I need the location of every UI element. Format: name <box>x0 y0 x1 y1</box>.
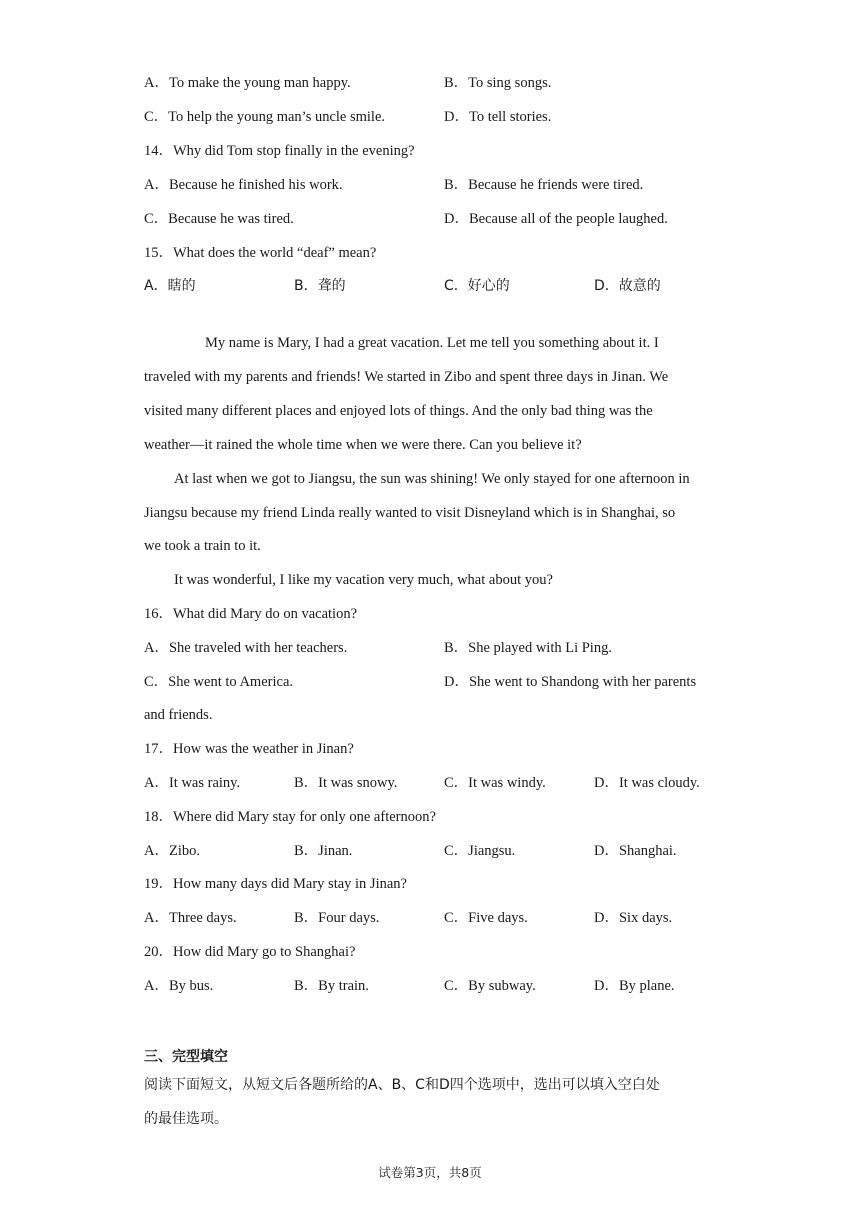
section-instructions-line2: 的最佳选项。 <box>144 1111 228 1127</box>
q18-option-b: B．Jinan. <box>294 843 353 859</box>
q20-option-c: C．By subway. <box>444 978 536 994</box>
q16-option-a: A．She traveled with her teachers. <box>144 640 348 656</box>
q13-option-c: C．To help the young man’s uncle smile. <box>144 109 386 125</box>
passage-p2-line3: we took a train to it. <box>144 538 261 554</box>
q14-option-a: A．Because he finished his work. <box>144 177 343 193</box>
q14-option-b: B．Because he friends were tired. <box>444 177 644 193</box>
q14-option-d: D．Because all of the people laughed. <box>444 211 668 227</box>
section-heading: 三、完型填空 <box>144 1049 228 1065</box>
q17-option-d: D．It was cloudy. <box>594 775 700 791</box>
q14-question: 14．Why did Tom stop finally in the evening? <box>144 143 415 159</box>
q16-question: 16．What did Mary do on vacation? <box>144 606 358 622</box>
q15-option-d: D．故意的 <box>594 278 661 294</box>
q15-option-b: B．聋的 <box>294 278 346 294</box>
page-footer: 试卷第3页，共8页 <box>378 1165 482 1180</box>
q20-option-b: B．By train. <box>294 978 369 994</box>
passage-p3-line1: It was wonderful, I like my vacation very much, what about you? <box>174 572 553 588</box>
passage-p1-line2: traveled with my parents and friends! We started in Zibo and spent three days in Jinan. We <box>144 369 669 385</box>
q18-option-a: A．Zibo. <box>144 843 200 859</box>
q14-option-c: C．Because he was tired. <box>144 211 294 227</box>
q17-option-a: A．It was rainy. <box>144 775 241 791</box>
q16-option-d-continued: and friends. <box>144 707 213 723</box>
passage-p1-line1: My name is Mary, I had a great vacation. Let me tell you something about it. I <box>205 335 659 351</box>
q19-option-b: B．Four days. <box>294 910 380 926</box>
q19-question: 19．How many days did Mary stay in Jinan? <box>144 876 407 892</box>
q13-option-d: D．To tell stories. <box>444 109 552 125</box>
q16-option-b: B．She played with Li Ping. <box>444 640 612 656</box>
passage-p1-line3: visited many different places and enjoyed lots of things. And the only bad thing was the <box>144 403 653 419</box>
q18-option-c: C．Jiangsu. <box>444 843 516 859</box>
passage-p2-line2: Jiangsu because my friend Linda really wanted to visit Disneyland which is in Shanghai, so <box>144 505 676 521</box>
q20-question: 20．How did Mary go to Shanghai? <box>144 944 356 960</box>
q18-question: 18．Where did Mary stay for only one afternoon? <box>144 809 436 825</box>
section-instructions-line1: 阅读下面短文，从短文后各题所给的A、B、C和D四个选项中，选出可以填入空白处 <box>144 1077 660 1093</box>
passage-p1-line4: weather—it rained the whole time when we were there. Can you believe it? <box>144 437 582 453</box>
q15-option-a: A．瞎的 <box>144 278 196 294</box>
q18-option-d: D．Shanghai. <box>594 843 677 859</box>
q16-option-d: D．She went to Shandong with her parents <box>444 674 697 690</box>
passage-p2-line1: At last when we got to Jiangsu, the sun was shining! We only stayed for one afternoon in <box>174 471 690 487</box>
q19-option-d: D．Six days. <box>594 910 673 926</box>
q20-option-d: D．By plane. <box>594 978 675 994</box>
q19-option-c: C．Five days. <box>444 910 528 926</box>
q15-option-c: C．好心的 <box>444 278 510 294</box>
q16-option-c: C．She went to America. <box>144 674 294 690</box>
q20-option-a: A．By bus. <box>144 978 214 994</box>
q15-question: 15．What does the world “deaf” mean? <box>144 245 377 261</box>
q13-option-b: B．To sing songs. <box>444 75 552 91</box>
q17-question: 17．How was the weather in Jinan? <box>144 741 354 757</box>
q19-option-a: A．Three days. <box>144 910 237 926</box>
q13-option-a: A．To make the young man happy. <box>144 75 351 91</box>
q17-option-c: C．It was windy. <box>444 775 546 791</box>
q17-option-b: B．It was snowy. <box>294 775 398 791</box>
